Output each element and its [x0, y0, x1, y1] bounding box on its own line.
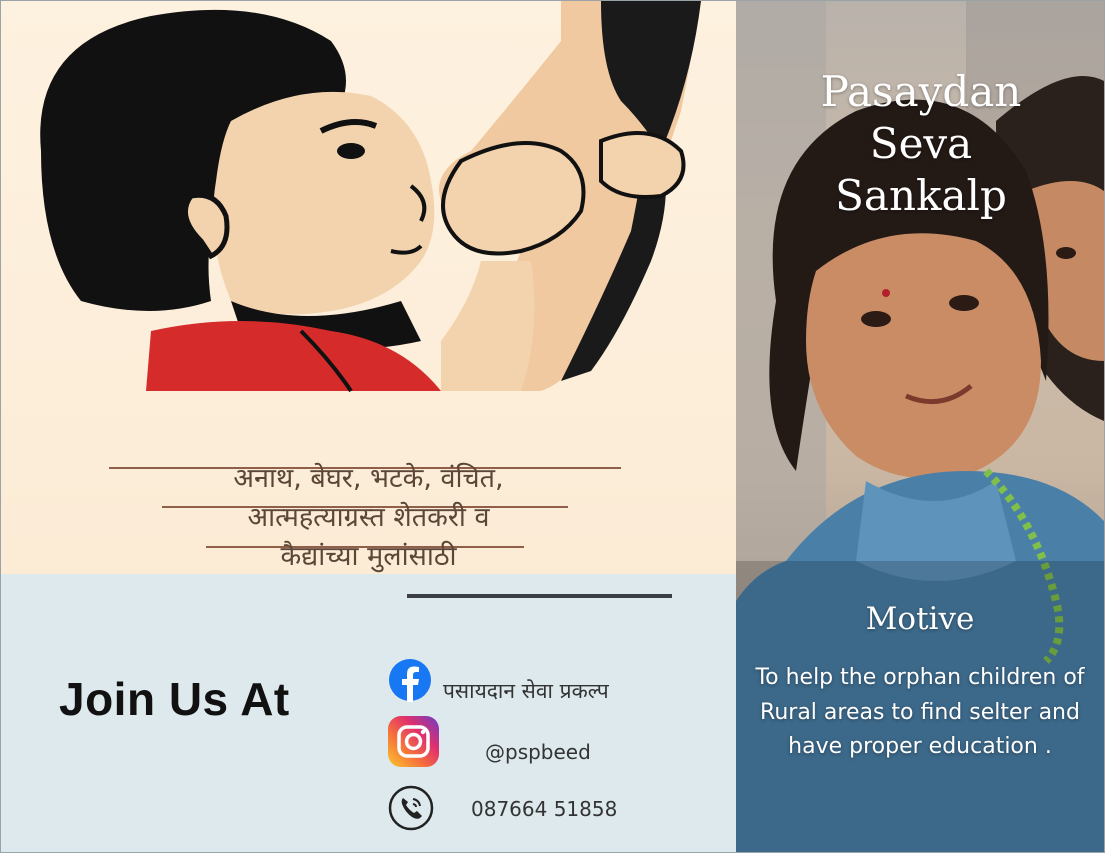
facebook-page-name[interactable]: पसायदान सेवा प्रकल्प — [443, 679, 609, 703]
instagram-icon[interactable] — [388, 716, 439, 767]
marathi-line-1: अनाथ, बेघर, भटके, वंचित, — [233, 463, 504, 494]
contact-panel — [1, 574, 736, 852]
title-line-3: Sankalp — [835, 171, 1007, 220]
divider-bar — [407, 594, 672, 598]
instagram-handle[interactable]: @pspbeed — [485, 740, 591, 764]
phone-number[interactable]: 087664 51858 — [471, 797, 618, 821]
join-us-heading: Join Us At — [59, 673, 290, 725]
title-line-2: Seva — [869, 119, 973, 168]
photo-panel — [736, 1, 1104, 852]
motive-text: To help the orphan children of Rural areas to find selter and have proper education . — [755, 665, 1085, 759]
phone-icon — [388, 785, 434, 831]
marathi-line-3: कैद्यांच्या मुलांसाठी — [280, 541, 457, 572]
title-line-1: Pasaydan — [820, 67, 1022, 116]
illustration-panel — [1, 1, 736, 574]
facebook-icon[interactable] — [388, 658, 432, 702]
marathi-line-2: आत्महत्याग्रस्त शेतकरी व — [247, 502, 490, 533]
motive-heading: Motive — [865, 601, 975, 637]
